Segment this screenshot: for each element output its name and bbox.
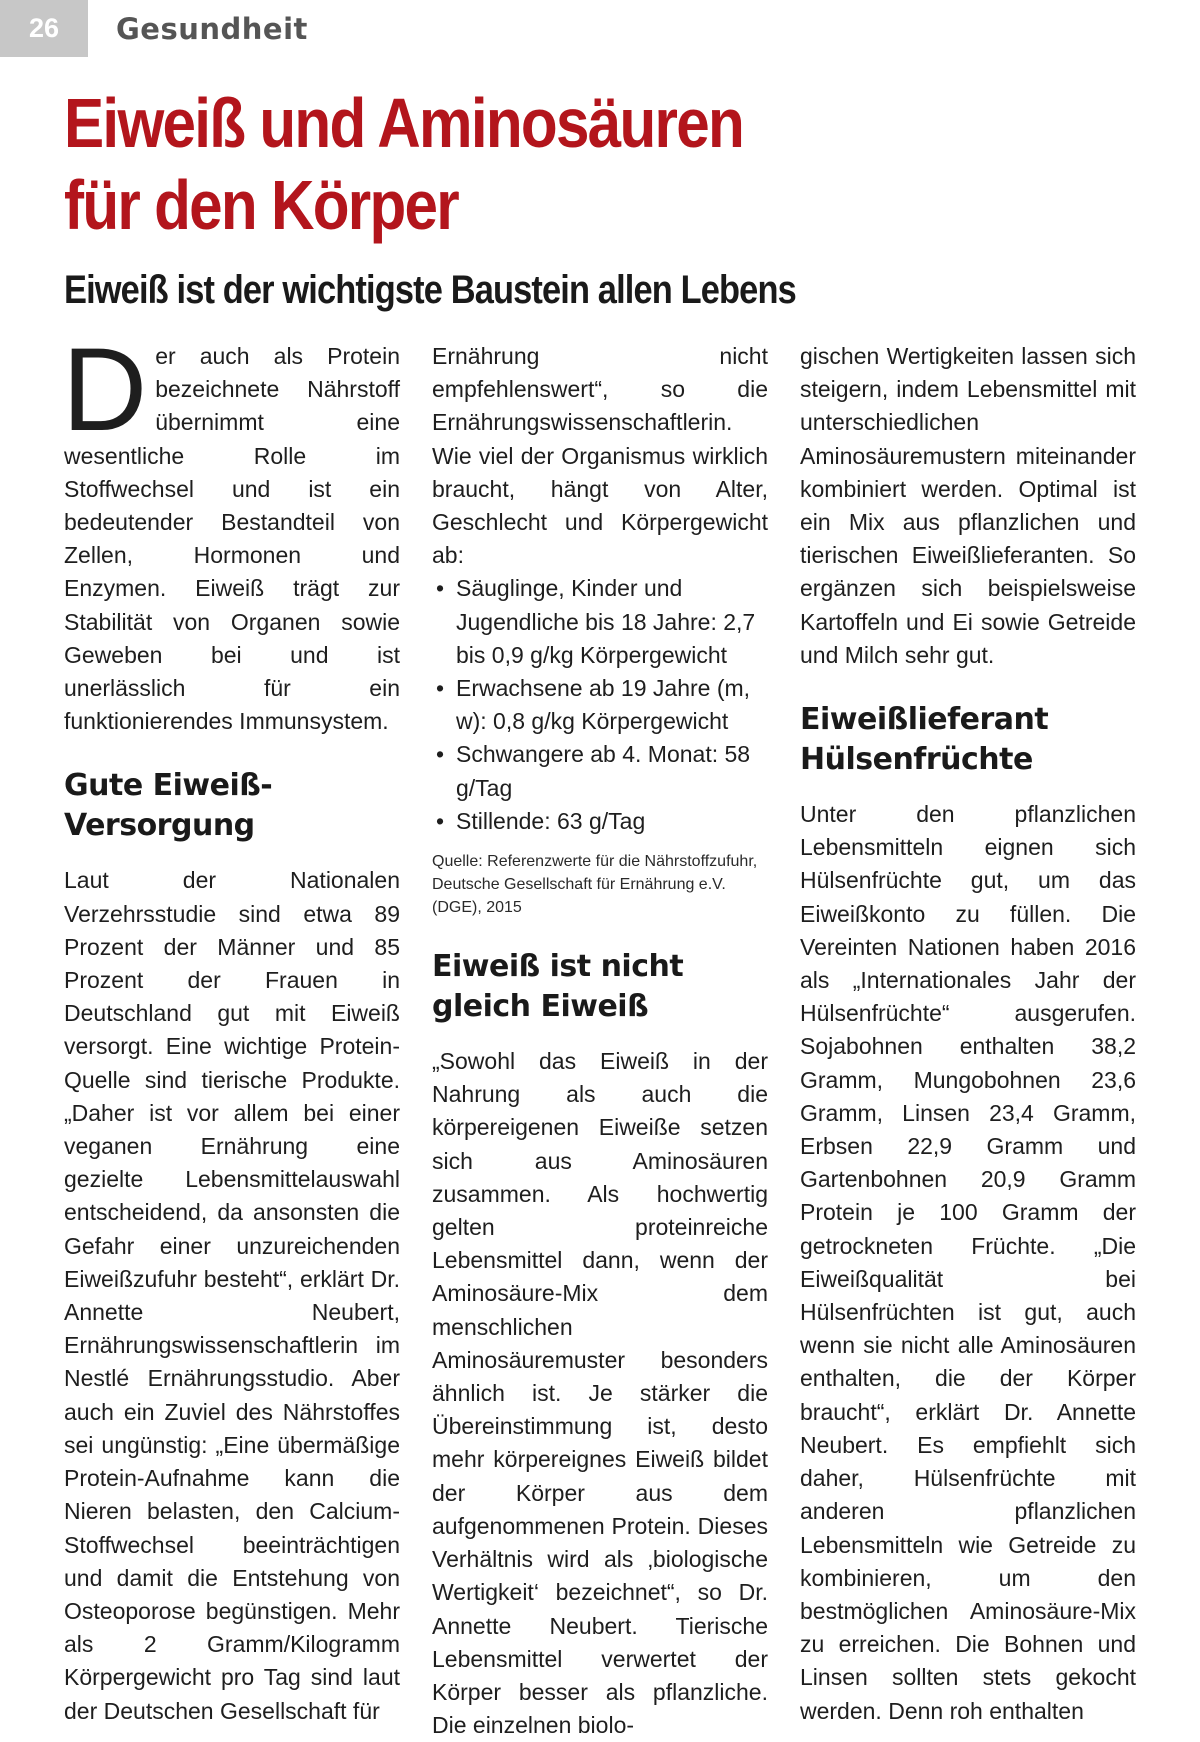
section-text-protein-quality: „Sowohl das Eiweiß in der Nahrung als auch die körpereigenen Eiweiße setzen sich aus Aminosäuren zusammen. Als hochwertig gelten proteinreiche Lebensmittel dann, wenn der Aminosäure-Mix dem menschlichen Aminosäuremuster besonders ähnlich ist. Je stärker die Übereinstimmung ist, desto mehr körpereignes Eiweiß bildet der Körper aus dem aufgenommenen Protein. Dieses Verhältnis wird als ‚biologische Wertigkeit‘ bezeichnet“, so Dr. Annette Neubert. Tierische Lebensmittel verwertet der Körper besser als pflanzliche. Die einzelnen biolo- bbox=[432, 1048, 768, 1739]
section-text-supply: Laut der Nationalen Verzehrsstudie sind etwa 89 Prozent der Männer und 85 Prozent der Frauen in Deutschland gut mit Eiweiß versorgt. Eine wichtige Protein-Quelle sind tierische Produkte. „Daher ist vor allem bei einer veganen Ernährung eine gezielte Lebensmittelauswahl entscheidend, da ansonsten die Gefahr einer unzureichenden Eiweißzufuhr besteht“, erklärt Dr. Annette Neubert, Ernährungswissenschaftlerin im Nestlé Ernährungsstudio. Aber auch ein Zuviel des Nährstoffes sei ungünstig: „Eine übermäßige Protein-Aufnahme kann die Nieren belasten, den Calcium-Stoffwechsel beeinträchtigen und damit die Entstehung von Osteoporose begünstigen. Mehr als 2 Gramm/Kilogramm Körpergewicht pro Tag sind laut der Deutschen Gesellschaft für bbox=[64, 867, 400, 1724]
page-header bbox=[0, 0, 1200, 57]
article-title bbox=[64, 82, 993, 246]
list-item: • Säuglinge, Kinder und Jugendliche bis 18 Jahre: 2,7 bis 0,9 g/kg Körpergewicht bbox=[432, 572, 768, 672]
column-2-intro: Ernährung nicht empfehlenswert“, so die Ernährungswissenschaftlerin. Wie viel der Organismus wirklich braucht, hängt von Alter, Geschlecht und Körpergewicht ab: bbox=[432, 343, 768, 569]
title-line-2: für den Körper bbox=[64, 166, 459, 244]
column-3 bbox=[800, 340, 1136, 1728]
intro-paragraph bbox=[62, 324, 400, 738]
page-number: 26 bbox=[0, 0, 88, 57]
section-heading-protein-quality: Eiweiß ist nicht gleich Eiweiß bbox=[432, 949, 684, 1025]
section-text-legumes: Unter den pflanzlichen Lebensmitteln eignen sich Hülsenfrüchte gut, um das Eiweißkonto zu füllen. Die Vereinten Nationen haben 2016 als „Internationales Jahr der Hülsenfrüchte“ ausgerufen. Sojabohnen enthalten 38,2 Gramm, Mungobohnen 23,6 Gramm, Linsen 23,4 Gramm, Erbsen 22,9 Gramm und Gartenbohnen 20,9 Gramm Protein je 100 Gramm der getrockneten Früchte. „Die Eiweißqualität bei Hülsenfrüchten ist gut, auch wenn sie nicht alle Aminosäuren enthalten, die der Körper braucht“, erklärt Dr. Annette Neubert. Es empfiehlt sich daher, Hülsenfrüchte mit anderen pflanzlichen Lebensmitteln wie Getreide zu kombinieren, um den bestmöglichen Aminosäure-Mix zu erreichen. Die Bohnen und Linsen sollten stets gekocht werden. Denn roh enthalten bbox=[800, 801, 1136, 1724]
section-heading-supply: Gute Eiweiß-Versorgung bbox=[64, 768, 273, 844]
list-item: • Stillende: 63 g/Tag bbox=[432, 805, 768, 838]
column-1 bbox=[62, 324, 400, 1728]
intro-text: er auch als Protein bezeichnete Nährstoff übernimmt eine wesentliche Rolle im Stoffwechsel und ist ein bedeutender Bestandteil von Zellen, Hormonen und Enzymen. Eiweiß trägt zur Stabilität von Organen sowie Geweben bei und ist unerlässlich für ein funktionierendes Immunsystem. bbox=[64, 343, 400, 735]
source-note: Quelle: Referenzwerte für die Nährstoffzufuhr, Deutsche Gesellschaft für Ernährung e.V. (DGE), 2015 bbox=[432, 853, 758, 917]
section-label: Gesundheit bbox=[116, 12, 308, 46]
title-line-1: Eiweiß und Aminosäuren bbox=[64, 84, 744, 162]
requirements-list bbox=[432, 572, 768, 838]
list-item: • Erwachsene ab 19 Jahre (m, w): 0,8 g/kg Körpergewicht bbox=[432, 672, 768, 738]
list-item: • Schwangere ab 4. Monat: 58 g/Tag bbox=[432, 738, 768, 804]
article-subtitle: Eiweiß ist der wichtigste Baustein allen Lebens bbox=[64, 268, 796, 312]
column-2 bbox=[432, 340, 768, 1742]
section-heading-legumes: Eiweißlieferant Hülsenfrüchte bbox=[800, 702, 1049, 778]
column-3-intro: gischen Wertigkeiten lassen sich steigern, indem Lebensmittel mit unterschiedlichen Aminosäuremustern miteinander kombiniert werden. Optimal ist ein Mix aus pflanzlichen und tierischen Eiweißlieferanten. So ergänzen sich beispielsweise Kartoffeln und Ei sowie Getreide und Milch sehr gut. bbox=[800, 343, 1136, 668]
drop-cap: D bbox=[62, 324, 148, 456]
